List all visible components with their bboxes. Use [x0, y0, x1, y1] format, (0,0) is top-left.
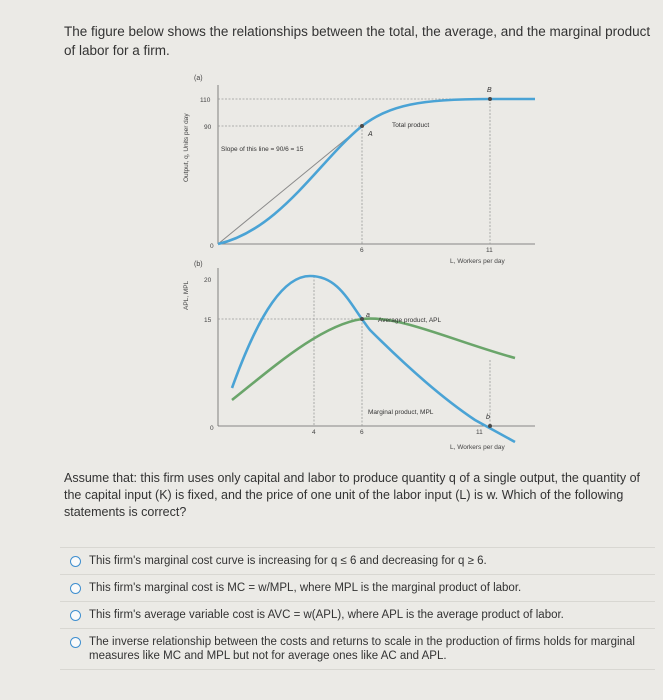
- point-a-lower-marker: [360, 317, 364, 321]
- panel-a-xtick-11: 11: [486, 247, 493, 254]
- point-b-lower-label: b: [486, 414, 490, 421]
- panel-b-ytick-15: 15: [204, 317, 212, 324]
- radio-button[interactable]: [70, 556, 81, 567]
- panel-a-y-label: Output, q, Units per day: [183, 113, 190, 182]
- answer-option-text: This firm's average variable cost is AVC = w(APL), where APL is the average product of labor.: [89, 609, 564, 621]
- point-b-marker: [488, 97, 492, 101]
- intro-text: The figure below shows the relationships between the total, the average, and the marginal product of labor for a firm.: [64, 24, 651, 58]
- marginal-product-label: Marginal product, MPL: [368, 409, 434, 416]
- product-figure: [170, 70, 550, 465]
- answer-option-4[interactable]: [60, 629, 655, 670]
- radio-button[interactable]: [70, 583, 81, 594]
- panel-a-label: (a): [194, 75, 203, 82]
- point-b-lower-marker: [488, 424, 492, 428]
- total-product-label: Total product: [392, 122, 430, 129]
- point-a-marker: [360, 124, 364, 128]
- panel-a-ytick-90: 90: [204, 124, 212, 131]
- radio-button[interactable]: [70, 610, 81, 621]
- panel-b-ytick-0: 0: [210, 425, 214, 432]
- panel-a-x-label: L, Workers per day: [450, 258, 505, 265]
- marginal-product-curve: [232, 276, 515, 442]
- answer-option-text: The inverse relationship between the costs and returns to scale in the production of firms holds for marginal measures like MC and MPL but not for average ones like AC and APL.: [89, 636, 635, 662]
- answer-option-2[interactable]: [60, 575, 655, 602]
- panel-b-x-label: L, Workers per day: [450, 444, 505, 451]
- panel-b-label: (b): [194, 261, 203, 268]
- average-product-curve: [232, 319, 515, 400]
- point-b-label: B: [487, 87, 492, 94]
- question-text: Assume that: this firm uses only capital and labor to produce quantity q of a single output, the quantity of the capital input (K) is fixed, and the price of one unit of the labor input (L) is w. Which of the following statements is correct?: [64, 471, 641, 519]
- panel-b-xtick-6: 6: [360, 429, 364, 436]
- point-a-lower-label: a: [366, 312, 370, 319]
- answer-option-text: This firm's marginal cost is MC = w/MPL, where MPL is the marginal product of labor.: [89, 582, 522, 594]
- radio-button[interactable]: [70, 637, 81, 648]
- panel-a-xtick-6: 6: [360, 247, 364, 254]
- answer-option-text: This firm's marginal cost curve is increasing for q ≤ 6 and decreasing for q ≥ 6.: [89, 555, 487, 567]
- panel-b-y-label: APL, MPL: [183, 280, 190, 310]
- average-product-label: Average product, APL: [378, 317, 442, 324]
- slope-line-label: Slope of this line = 90/6 = 15: [221, 146, 304, 153]
- answer-options: [60, 547, 655, 670]
- panel-a-ytick-0: 0: [210, 243, 214, 250]
- panel-b-ytick-20: 20: [204, 277, 212, 284]
- panel-a-ytick-110: 110: [200, 97, 211, 104]
- total-product-curve: [218, 99, 535, 244]
- answer-option-1[interactable]: [60, 547, 655, 575]
- answer-option-3[interactable]: [60, 602, 655, 629]
- panel-b-xtick-11: 11: [476, 429, 483, 436]
- point-a-label: A: [368, 131, 373, 138]
- panel-b-xtick-4: 4: [312, 429, 316, 436]
- slope-line: [218, 126, 362, 244]
